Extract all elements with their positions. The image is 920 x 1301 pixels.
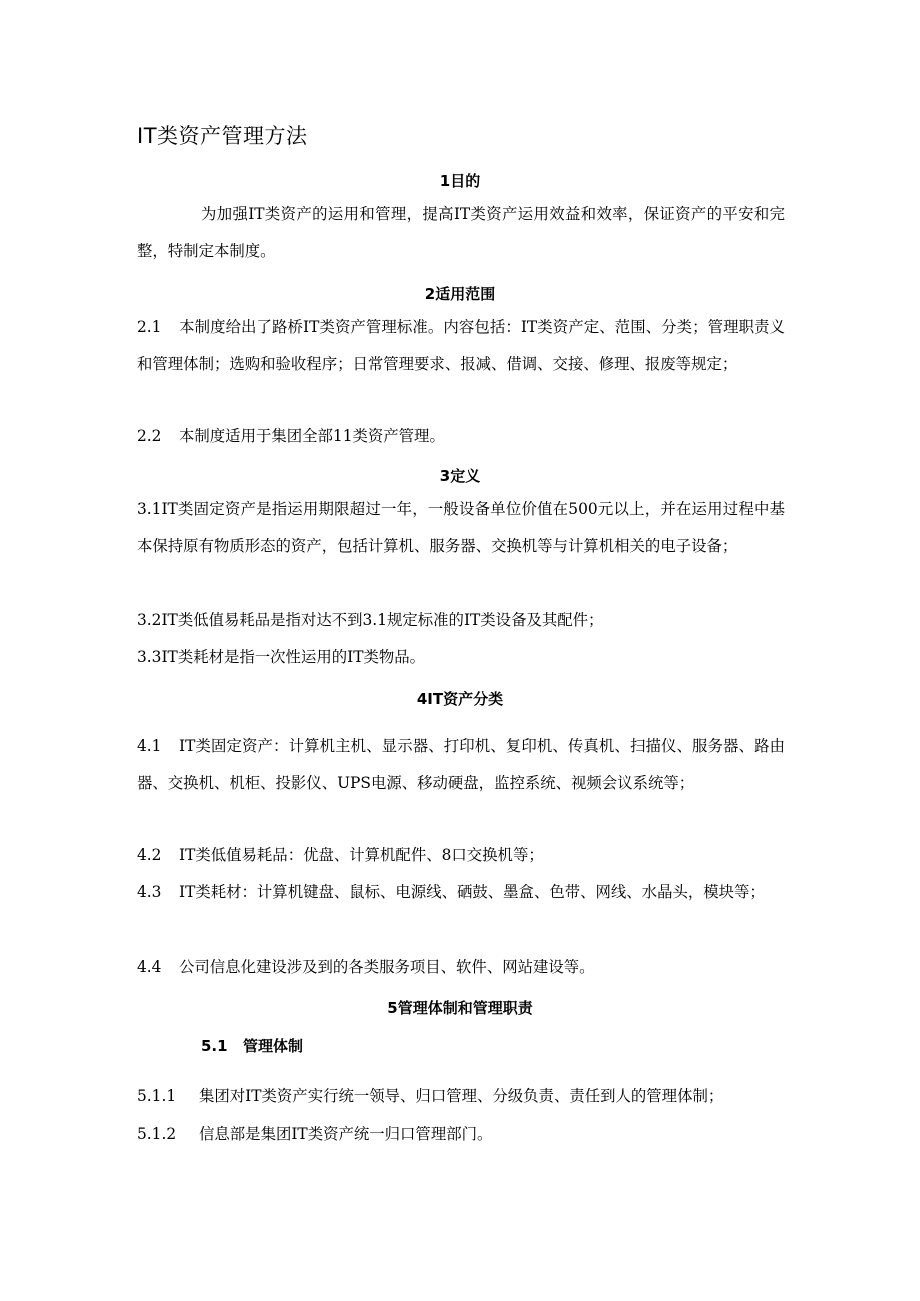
subsection-number: 5.1 [201, 1037, 228, 1055]
clause-text: IT类耗材：计算机键盘、鼠标、电源线、硒鼓、墨盒、色带、网线、水晶头，模块等； [179, 883, 765, 901]
section-heading-scope: 2适用范围 [424, 285, 496, 303]
clause-text: 公司信息化建设涉及到的各类服务项目、软件、网站建设等。 [179, 958, 595, 976]
subsection-heading-5-1 [201, 1035, 303, 1056]
paragraph-classification-4-3 [137, 874, 785, 911]
clause-text: 本制度给出了路桥IT类资产管理标准。内容包括：IT类资产定、范围、分类；管理职责义和管理体制；选购和验收程序；日常管理要求、报减、借调、交接、修理、报废等规定； [137, 318, 785, 373]
clause-number: 4.3 [137, 883, 162, 901]
paragraph-definition-3-3: 3.3IT类耗材是指一次性运用的IT类物品。 [137, 648, 426, 666]
clause-text: IT类低值易耗品：优盘、计算机配件、8口交换机等； [179, 846, 544, 864]
subsection-title: 管理体制 [243, 1037, 304, 1055]
paragraph-classification-4-1 [137, 728, 785, 801]
paragraph-purpose: 为加强IT类资产的运用和管理，提高IT类资产运用效益和效率，保证资产的平安和完整，特制定本制度。 [137, 205, 785, 260]
paragraph-scope-2-2 [137, 418, 785, 455]
clause-text: 本制度适用于集团全部11类资产管理。 [179, 427, 445, 445]
section-heading-purpose: 1目的 [439, 172, 481, 190]
clause-text: 集团对IT类资产实行统一领导、归口管理、分级负责、责任到人的管理体制； [199, 1087, 724, 1105]
paragraph-management-5-1-1 [137, 1078, 785, 1115]
clause-number: 4.1 [137, 737, 162, 755]
section-heading-classification: 4IT资产分类 [416, 690, 504, 708]
section-heading-management: 5管理体制和管理职责 [387, 999, 533, 1017]
paragraph-classification-4-2 [137, 837, 785, 874]
document-title: IT类资产管理方法 [137, 124, 308, 148]
section-heading-definitions: 3定义 [439, 467, 481, 485]
clause-number: 5.1.2 [137, 1125, 177, 1143]
clause-number: 4.4 [137, 958, 162, 976]
clause-number: 5.1.1 [137, 1087, 177, 1105]
clause-number: 2.2 [137, 427, 162, 445]
clause-number: 4.2 [137, 846, 162, 864]
clause-text: 信息部是集团IT类资产统一归口管理部门。 [199, 1125, 493, 1143]
paragraph-classification-4-4 [137, 949, 785, 986]
clause-text: IT类固定资产：计算机主机、显示器、打印机、复印机、传真机、扫描仪、服务器、路由器、交换机、机柜、投影仪、UPS电源、移动硬盘，监控系统、视频会议系统等； [137, 737, 785, 792]
paragraph-definition-3-2: 3.2IT类低值易耗品是指对达不到3.1规定标准的IT类设备及其配件； [137, 611, 604, 629]
paragraph-definition-3-1: 3.1IT类固定资产是指运用期限超过一年，一般设备单位价值在500元以上，并在运用过程中基本保持原有物质形态的资产，包括计算机、服务器、交换机等与计算机相关的电子设备； [137, 500, 785, 555]
clause-number: 2.1 [137, 318, 162, 336]
paragraph-scope-2-1 [137, 309, 785, 382]
paragraph-management-5-1-2 [137, 1116, 785, 1153]
